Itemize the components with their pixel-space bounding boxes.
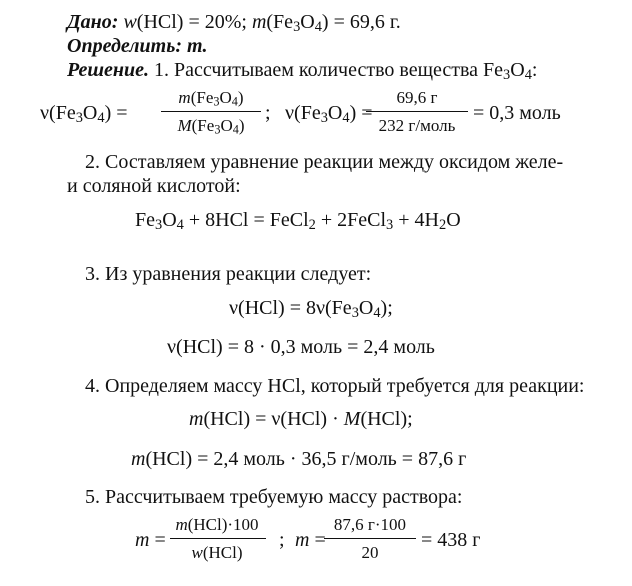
given-line xyxy=(67,10,401,34)
fraction1-denominator xyxy=(161,116,261,136)
formula-text: + 2FeCl xyxy=(315,209,387,231)
subscript: 3 xyxy=(214,122,221,137)
m-symbol: m xyxy=(295,529,310,551)
step5-result: = 438 г xyxy=(421,529,481,551)
formula-text: O xyxy=(162,209,177,231)
formula-text: = xyxy=(309,529,326,551)
subscript: 4 xyxy=(524,67,532,84)
formula-text: O xyxy=(446,209,461,231)
subscript: 3 xyxy=(213,94,220,109)
molar-mass-symbol: M xyxy=(177,116,192,135)
subscript: 4 xyxy=(232,122,239,137)
w-hcl-value: (HCl) = 20%; xyxy=(136,11,247,33)
formula-text: (Fe xyxy=(190,88,214,107)
formula-text: O xyxy=(327,102,343,124)
formula-text: ν(Fe xyxy=(40,102,76,124)
step2-line2: и соляной кислотой: xyxy=(67,175,241,197)
formula-text: (HCl); xyxy=(360,408,413,430)
find-line xyxy=(67,34,208,58)
formula-text: + 8HCl = FeCl xyxy=(183,209,309,231)
step3-equation1 xyxy=(229,296,393,320)
step5-fraction2-bar xyxy=(324,538,416,539)
m-symbol: m xyxy=(251,11,267,33)
reaction-equation xyxy=(135,208,461,232)
step5-fraction2-denominator: 20 xyxy=(361,543,379,562)
m-symbol: m xyxy=(131,448,146,470)
step1-result: = 0,3 моль xyxy=(473,102,561,124)
step1-text: : xyxy=(531,59,538,81)
step3-text: 3. Из уравнения реакции следует: xyxy=(85,263,372,285)
formula-text: (HCl) xyxy=(202,543,243,562)
formula-text: Fe xyxy=(135,209,155,231)
formula-text: O xyxy=(219,88,232,107)
formula-text: ) xyxy=(237,88,244,107)
subscript: 3 xyxy=(155,217,163,234)
fraction2-bar xyxy=(366,111,468,112)
formula-text: ) = xyxy=(349,102,373,124)
subscript: 4 xyxy=(373,305,381,322)
subscript: 4 xyxy=(176,217,184,234)
m-fe3o4-text: O xyxy=(300,11,315,33)
step4-equation1 xyxy=(189,407,413,431)
subscript: 3 xyxy=(503,67,511,84)
step4-text: 4. Определяем массу HCl, который требуется для реакции: xyxy=(85,375,585,397)
step5-fraction2-numerator: 87,6 г·100 xyxy=(333,515,407,534)
step2-line1: 2. Составляем уравнение реакции между оксидом желе- xyxy=(85,151,564,173)
step5-fraction1-bar xyxy=(170,538,266,539)
fraction1-bar xyxy=(161,111,261,112)
m-symbol: m xyxy=(175,515,188,534)
m-fe3o4-value: ) = 69,6 г. xyxy=(321,11,401,33)
fraction2-denominator: 232 г/моль xyxy=(378,116,456,135)
formula-text: ) xyxy=(238,116,245,135)
find-label: Определить: xyxy=(67,35,182,57)
step3-equation2: ν(HCl) = 8 · 0,3 моль = 2,4 моль xyxy=(167,336,435,358)
step1-text: 1. Рассчитываем количество вещества Fe xyxy=(149,59,504,81)
m-symbol: m xyxy=(178,88,191,107)
formula-text: O xyxy=(358,297,374,319)
find-value: m. xyxy=(187,35,208,57)
subscript: 4 xyxy=(342,110,350,127)
m-fe3o4-text: (Fe xyxy=(266,11,294,33)
subscript: 2 xyxy=(308,217,316,234)
formula-text: (HCl) = ν(HCl) · xyxy=(203,408,344,430)
step5-fraction1-numerator xyxy=(168,515,266,535)
solution-step1 xyxy=(67,58,537,82)
nu-fe3o4-lhs xyxy=(40,101,128,125)
w-symbol: w xyxy=(191,543,203,562)
subscript: 4 xyxy=(97,110,105,127)
formula-text: (HCl) = 2,4 моль · 36,5 г/моль = 87,6 г xyxy=(145,448,467,470)
given-label: Дано: xyxy=(67,11,119,33)
formula-text: = xyxy=(149,529,166,551)
fraction2-numerator: 69,6 г xyxy=(396,88,438,107)
formula-text: ); xyxy=(380,297,393,319)
step4-equation2 xyxy=(131,447,466,471)
m-symbol: m xyxy=(135,529,150,551)
subscript: 2 xyxy=(438,217,447,234)
subscript: 3 xyxy=(386,217,394,234)
formula-text: + 4H xyxy=(393,209,439,231)
solution-label: Решение. xyxy=(67,59,150,81)
subscript: 3 xyxy=(293,19,301,36)
w-symbol: w xyxy=(123,11,137,33)
step5-text: 5. Рассчитываем требуемую массу раствора: xyxy=(85,486,463,508)
nu-fe3o4-rhs xyxy=(285,101,373,125)
formula-text: (Fe xyxy=(191,116,215,135)
subscript: 4 xyxy=(231,94,238,109)
semicolon: ; xyxy=(265,102,271,124)
formula-text: ν(HCl) = 8ν(Fe xyxy=(229,297,352,319)
formula-text: (HCl)·100 xyxy=(187,515,259,534)
step1-text: O xyxy=(510,59,525,81)
fraction1-numerator xyxy=(161,88,261,108)
subscript: 3 xyxy=(351,305,359,322)
formula-text: O xyxy=(82,102,98,124)
m-symbol: m xyxy=(189,408,204,430)
subscript: 4 xyxy=(314,19,322,36)
formula-text: O xyxy=(220,116,233,135)
subscript: 3 xyxy=(320,110,328,127)
subscript: 3 xyxy=(75,110,83,127)
molar-mass-symbol: M xyxy=(343,408,361,430)
step5-fraction1-denominator xyxy=(168,543,266,563)
step5-lhs xyxy=(135,528,166,552)
step5-semicolon: ; xyxy=(279,529,285,551)
formula-text: ) = xyxy=(104,102,128,124)
formula-text: ν(Fe xyxy=(285,102,321,124)
